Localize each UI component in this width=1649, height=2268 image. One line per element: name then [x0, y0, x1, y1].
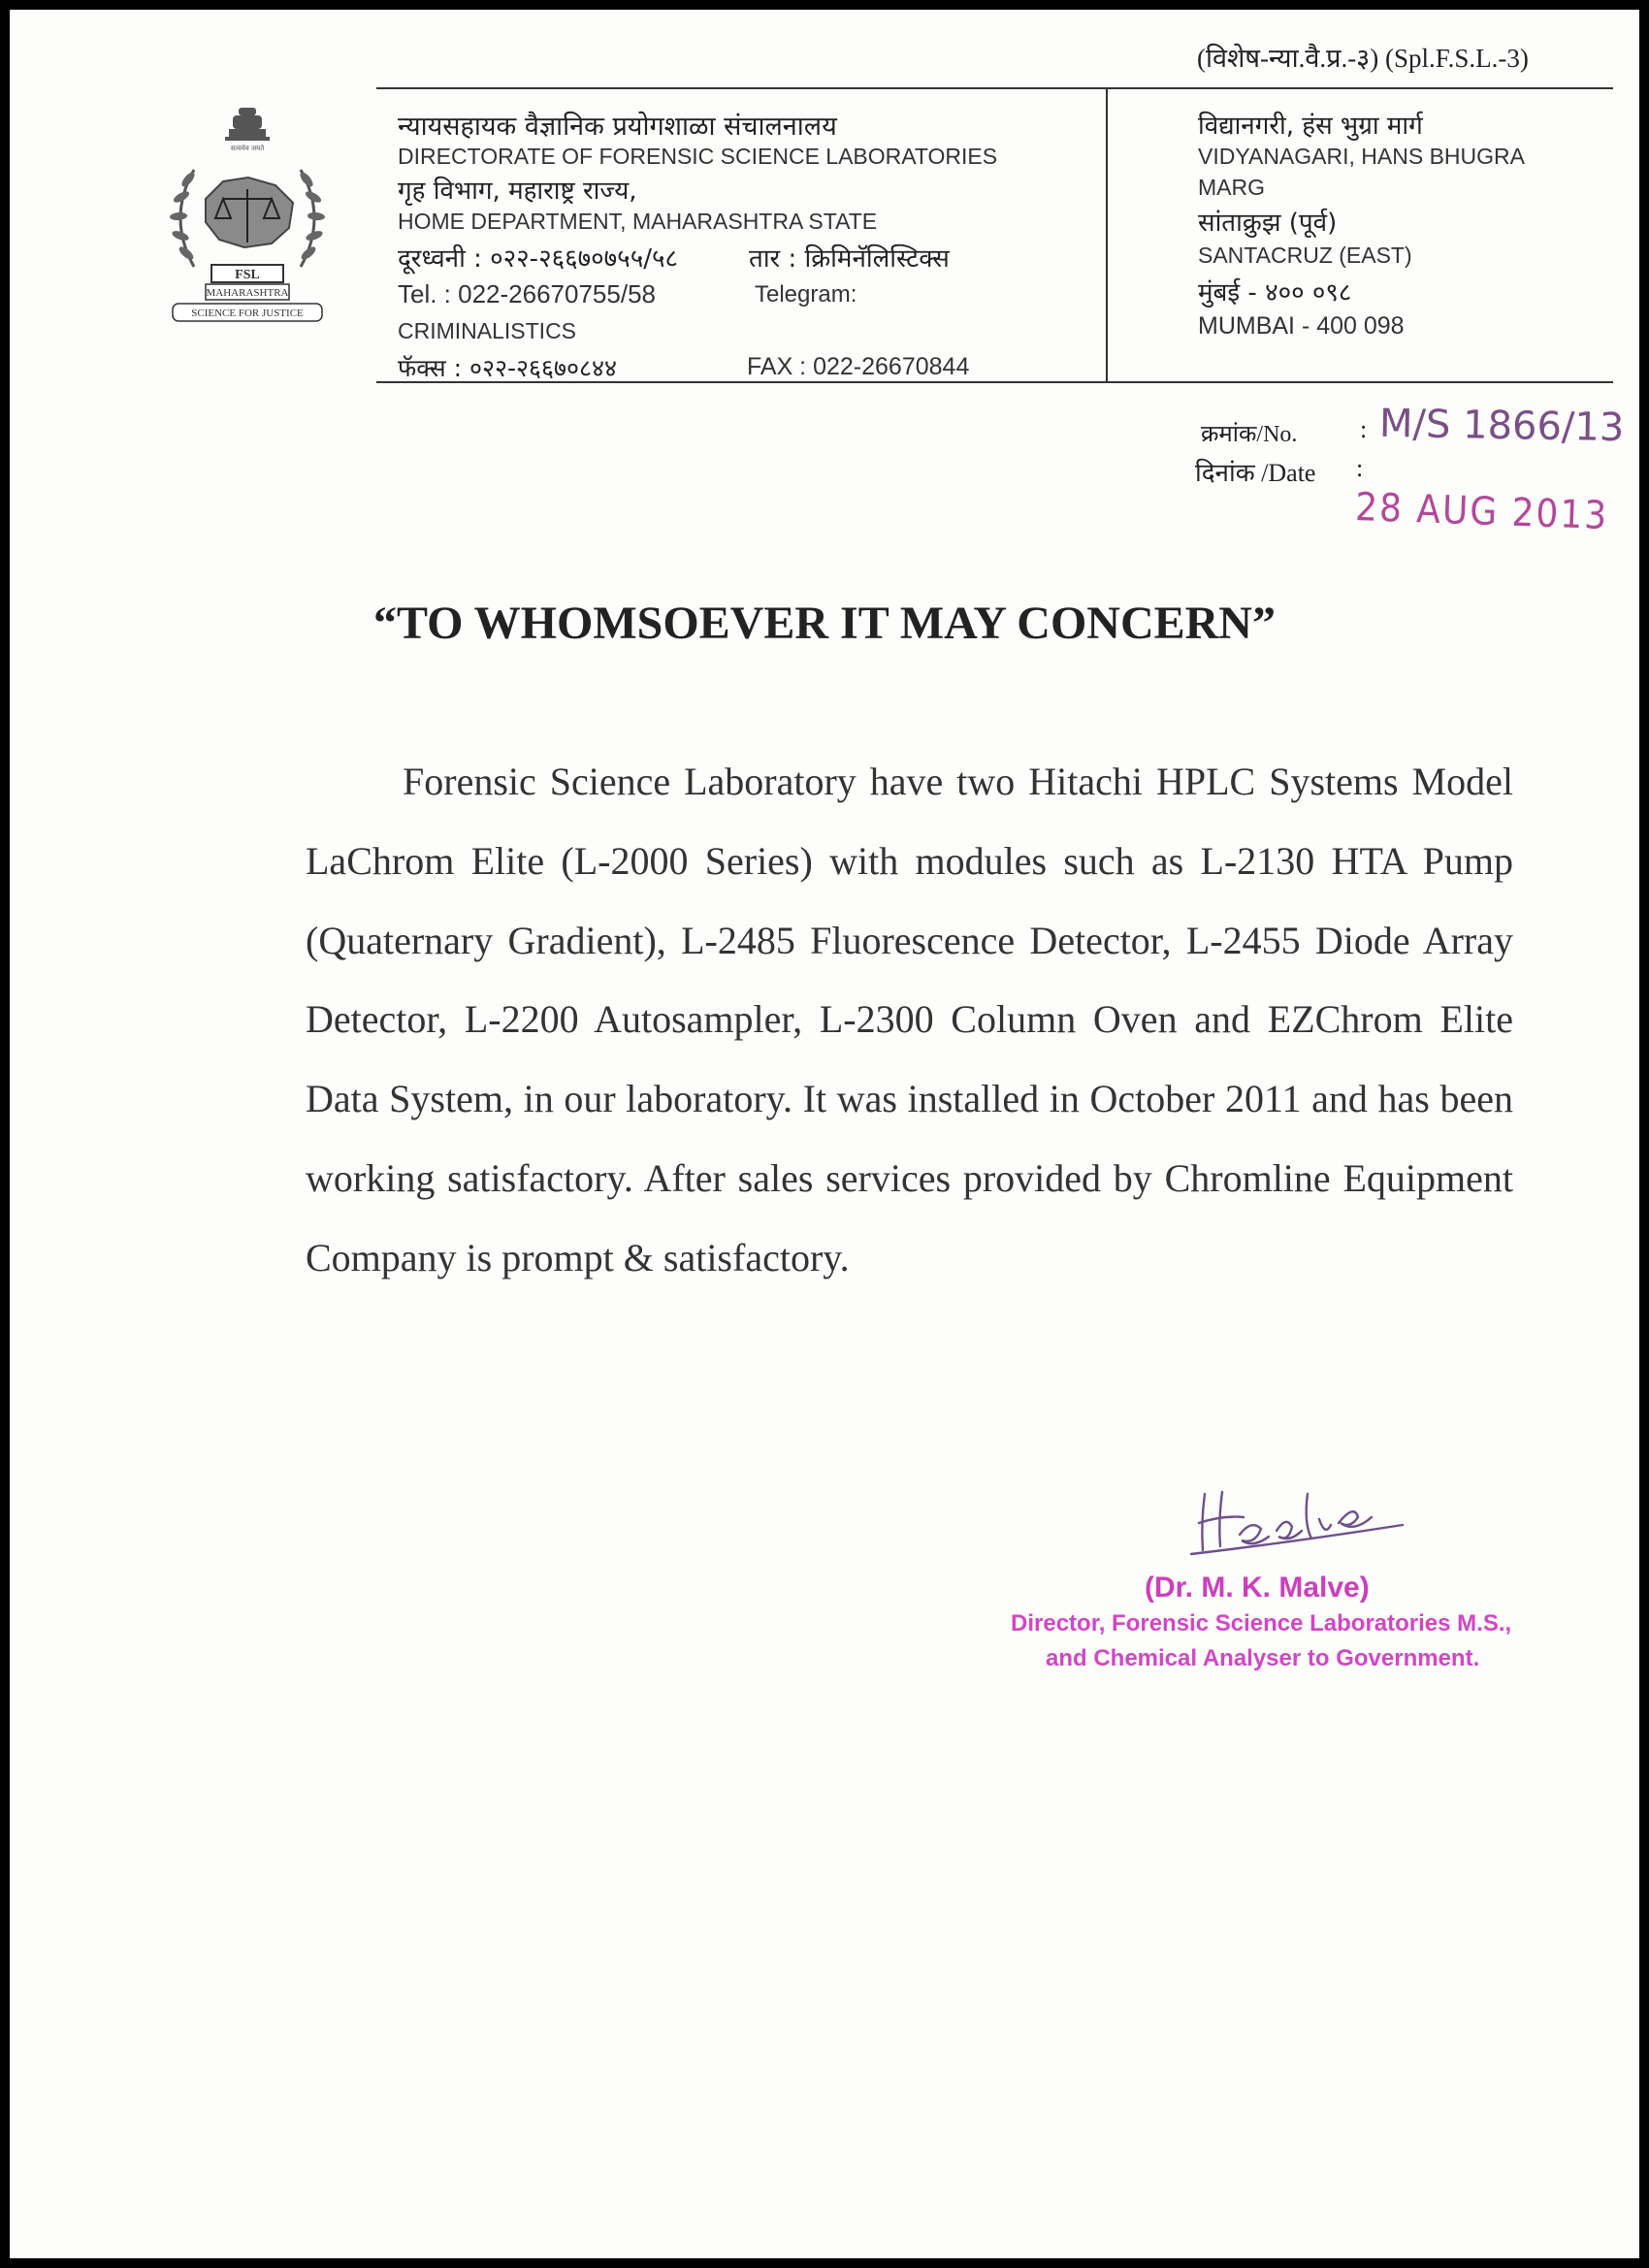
- svg-text:सत्यमेव जयते: सत्यमेव जयते: [230, 145, 265, 152]
- letterhead-top-rule: [376, 87, 1613, 89]
- svg-text:MAHARASHTRA: MAHARASHTRA: [206, 287, 289, 299]
- lh-phone-marathi: दूरध्वनी : ०२२-२६६७०७५५/५८: [398, 244, 679, 274]
- lh-address-marathi: विद्यानगरी, हंस भुग्रा मार्ग: [1198, 112, 1423, 141]
- lh-telegram-marathi: तार : क्रिमिनॅलिस्टिक्स: [749, 244, 950, 274]
- ref-date-label: दिनांक /Date: [1195, 459, 1316, 487]
- ref-no-value: M/S 1866/13: [1378, 401, 1625, 451]
- lh-tel: Tel. : 022-26670755/58: [398, 279, 656, 308]
- fsl-emblem-icon: [155, 102, 340, 335]
- lh-address-english-1: VIDYANAGARI, HANS BHUGRA: [1198, 144, 1525, 169]
- letterhead-divider: [1106, 87, 1108, 382]
- lh-telegram-value: CRIMINALISTICS: [398, 318, 577, 343]
- ref-no-colon: :: [1360, 415, 1368, 443]
- lh-city-marathi: मुंबई - ४०० ०९८: [1198, 278, 1352, 308]
- date-stamp: 28 AUG 2013: [1354, 485, 1609, 539]
- letter-title: “TO WHOMSOEVER IT MAY CONCERN”: [373, 598, 1276, 649]
- lh-home-marathi: गृह विभाग, महाराष्ट्र राज्य,: [398, 177, 637, 206]
- signatory-title-2: and Chemical Analyser to Government.: [1046, 1645, 1480, 1671]
- lh-fax-english: FAX : 022-26670844: [747, 353, 970, 380]
- lh-dept-english: DIRECTORATE OF FORENSIC SCIENCE LABORATORIES: [398, 144, 998, 169]
- letter-page: [10, 10, 1639, 2258]
- lh-area-marathi: सांताक्रुझ (पूर्व): [1198, 209, 1338, 238]
- lh-area-english: SANTACRUZ (EAST): [1198, 243, 1412, 268]
- ref-date-colon: :: [1356, 454, 1364, 482]
- svg-text:SCIENCE FOR JUSTICE: SCIENCE FOR JUSTICE: [191, 308, 304, 319]
- letter-body: Forensic Science Laboratory have two Hitachi HPLC Systems Model LaChrom Elite (L-2000 Series) with modules such as L-2130 HTA Pump (Quaternary Gradient), L-2485 Fluorescence Detector, L-2455 Diode Array Detector, L-2200 Autosampler, L-2300 Column Oven and EZChrom Elite Data System, in our laboratory. It was installed in October 2011 and has been working satisfactory. After sales services provided by Chromline Equipment Company is prompt & satisfactory.: [306, 760, 1513, 1280]
- svg-text:FSL: FSL: [235, 268, 260, 282]
- lh-home-english: HOME DEPARTMENT, MAHARASHTRA STATE: [398, 209, 878, 234]
- signatory-name: (Dr. M. K. Malve): [1145, 1571, 1370, 1604]
- form-code: (विशेष-न्या.वै.प्र.-३) (Spl.F.S.L.-3): [1197, 44, 1529, 73]
- ref-no-label: क्रमांक/No.: [1201, 422, 1298, 447]
- lh-dept-marathi: न्यायसहायक वैज्ञानिक प्रयोगशाळा संचालनालय: [398, 112, 837, 142]
- handwritten-signature: [1183, 1455, 1406, 1562]
- lh-telegram-label: Telegram:: [755, 281, 857, 308]
- signatory-title-1: Director, Forensic Science Laboratories M.S.,: [1011, 1610, 1512, 1636]
- lh-city-english: MUMBAI - 400 098: [1198, 312, 1405, 340]
- lh-fax-marathi: फॅक्स : ०२२-२६६७०८४४: [398, 354, 617, 382]
- lh-address-english-2: MARG: [1198, 175, 1265, 200]
